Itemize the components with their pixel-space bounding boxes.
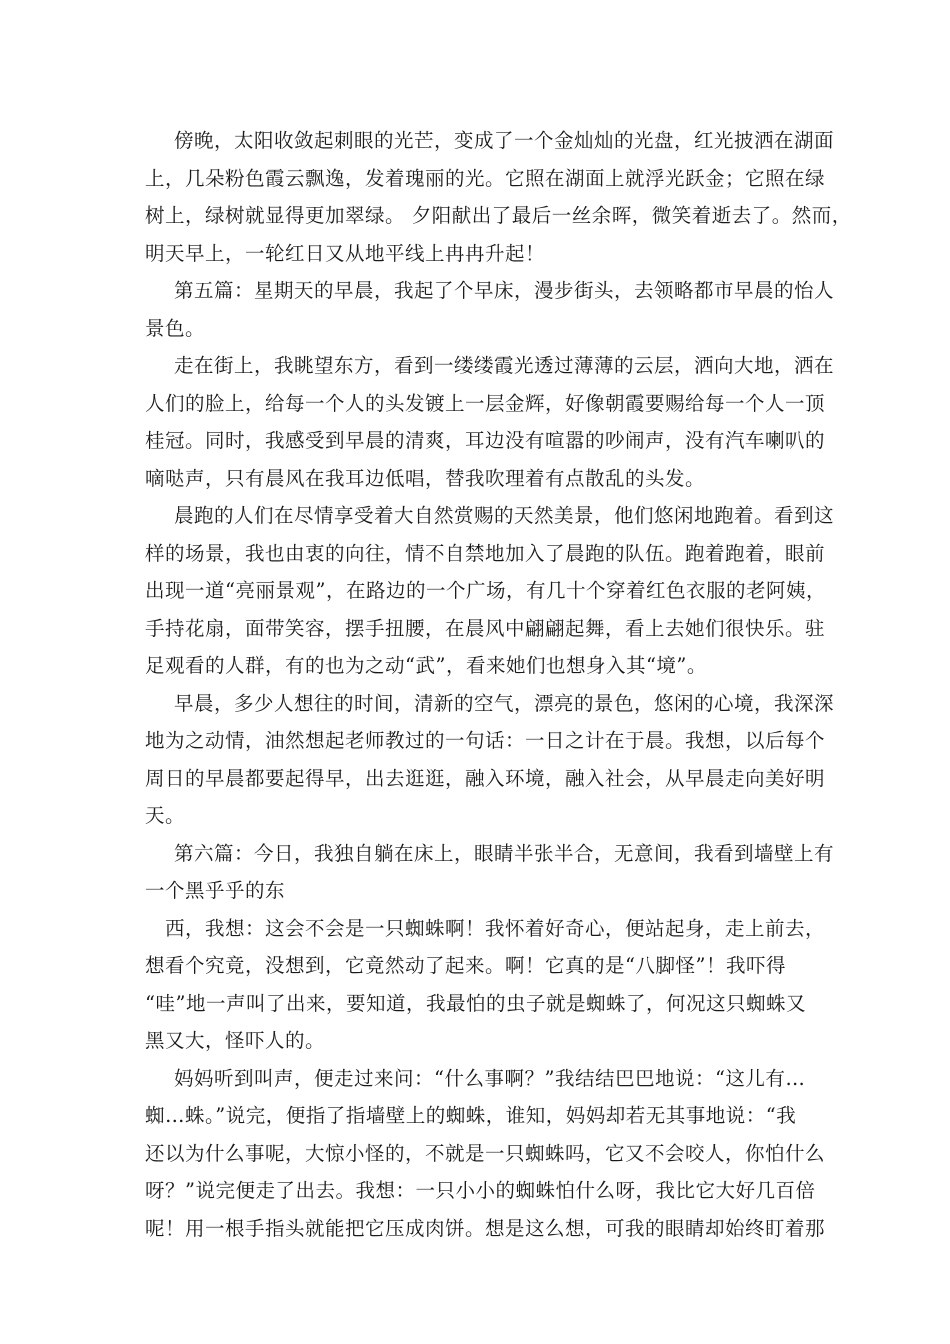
text-line: 西，我想：这会不会是一只蜘蛛啊！我怀着好奇心，便站起身，走上前去， (165, 916, 826, 940)
text-line: “哇”地一声叫了出来，要知道，我最怕的虫子就是蜘蛛了，何况这只蜘蛛又 (145, 991, 806, 1015)
text-line: 第五篇：星期天的早晨，我起了个早床，漫步街头，去领略都市早晨的怡人 (174, 279, 835, 302)
text-line: 明天早上，一轮红日又从地平线上冉冉升起！ (145, 241, 546, 265)
text-line: 出现一道“亮丽景观”，在路边的一个广场，有几十个穿着红色衣服的老阿姨， (145, 579, 826, 602)
text-line: 天。 (145, 804, 186, 827)
text-line: 黑又大，怪吓人的。 (145, 1029, 326, 1052)
text-line: 早晨，多少人想往的时间，清新的空气，漂亮的景色，悠闲的心境，我深深 (174, 691, 835, 715)
body-text (145, 122, 852, 1247)
text-line: 足观看的人群，有的也为之动“武”，看来她们也想身入其“境”。 (145, 654, 707, 677)
text-line: 第六篇：今日，我独自躺在床上，眼睛半张半合，无意间，我看到墙壁上有 (174, 841, 835, 865)
text-line: 周日的早晨都要起得早，出去逛逛，融入环境，融入社会，从早晨走向美好明 (145, 766, 826, 790)
text-line: 手持花扇，面带笑容，摆手扭腰，在晨风中翩翩起舞，看上去她们很快乐。驻 (145, 616, 826, 640)
text-line: 想看个究竟，没想到，它竟然动了起来。啊！它真的是“八脚怪”！我吓得 (145, 954, 786, 977)
text-line: 桂冠。同时，我感受到早晨的清爽，耳边没有喧嚣的吵闹声，没有汽车喇叭的 (145, 429, 826, 452)
text-line: 傍晚，太阳收敛起刺眼的光芒，变成了一个金灿灿的光盘，红光披洒在湖面 (174, 129, 835, 152)
text-line: 景色。 (145, 316, 206, 340)
text-line: 还以为什么事呢，大惊小怪的，不就是一只蜘蛛吗，它又不会咬人，你怕什么 (145, 1141, 826, 1165)
text-line: 妈妈听到叫声，便走过来问：“什么事啊？”我结结巴巴地说：“这儿有… (174, 1066, 806, 1090)
text-line: 走在街上，我眺望东方，看到一缕缕霞光透过薄薄的云层，洒向大地，洒在 (174, 354, 835, 377)
text-line: 样的场景，我也由衷的向往，情不自禁地加入了晨跑的队伍。跑着跑着，眼前 (145, 541, 826, 565)
text-line: 呀？”说完便走了出去。我想：一只小小的蜘蛛怕什么呀，我比它大好几百倍 (145, 1179, 816, 1202)
text-line: 树上，绿树就显得更加翠绿。 夕阳献出了最后一丝余晖，微笑着逝去了。然而， (145, 204, 852, 227)
text-line: 蜘…蛛。”说完，便指了指墙壁上的蜘蛛，谁知，妈妈却若无其事地说：“我 (145, 1104, 797, 1127)
text-line: 一个黑乎乎的东 (145, 879, 286, 902)
text-line: 人们的脸上，给每一个人的头发镀上一层金辉，好像朝霞要赐给每一个人一顶 (145, 391, 826, 415)
text-line: 呢！用一根手指头就能把它压成肉饼。想是这么想，可我的眼睛却始终盯着那 (145, 1216, 826, 1240)
text-line: 地为之动情，油然想起老师教过的一句话：一日之计在于晨。我想，以后每个 (145, 729, 826, 752)
text-line: 晨跑的人们在尽情享受着大自然赏赐的天然美景，他们悠闲地跑着。看到这 (174, 504, 835, 527)
text-line: 嘀哒声，只有晨风在我耳边低唱，替我吹理着有点散乱的头发。 (145, 466, 706, 490)
text-line: 上，几朵粉色霞云飘逸，发着瑰丽的光。它照在湖面上就浮光跃金；它照在绿 (145, 166, 826, 190)
